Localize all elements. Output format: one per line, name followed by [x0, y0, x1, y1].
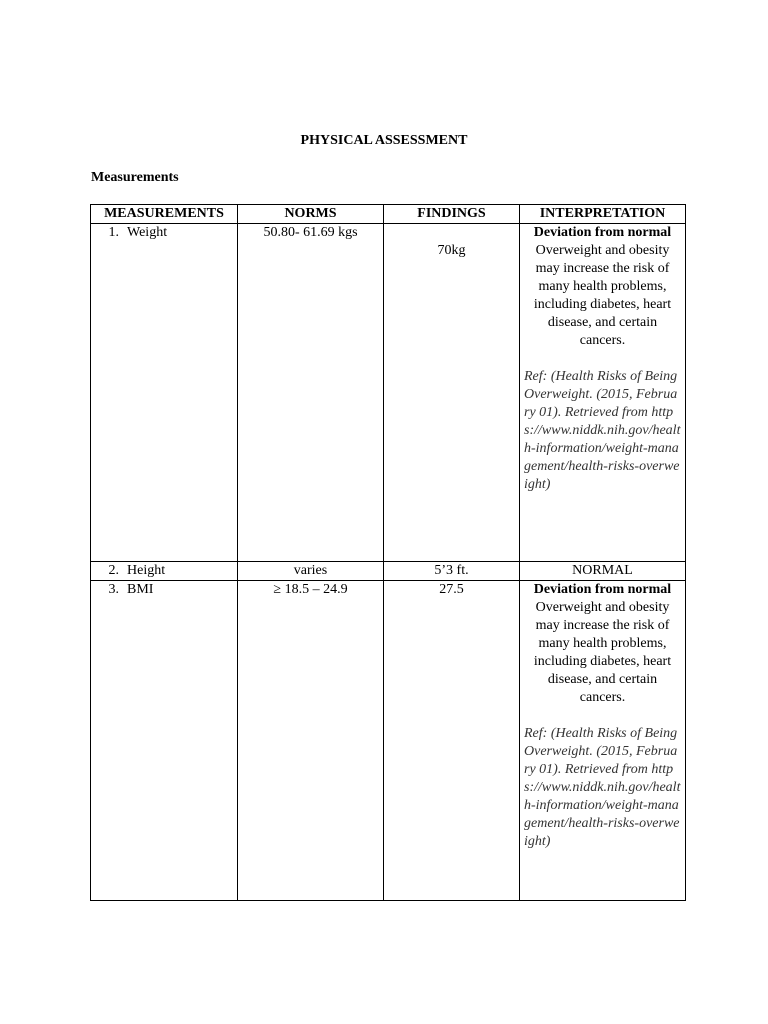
header-norms: NORMS — [238, 205, 384, 224]
interpretation-cell — [520, 224, 686, 562]
finding-cell: 27.5 — [384, 581, 520, 901]
interpretation-text: Overweight and obesity may increase the risk of many health problems, including diabetes, heart disease, and certain cancers. — [533, 600, 672, 705]
norm-cell: 50.80- 61.69 kgs — [238, 224, 384, 562]
row-number: 1. — [108, 225, 119, 240]
measurement-name: BMI — [127, 582, 154, 597]
norm-cell: ≥ 18.5 – 24.9 — [238, 581, 384, 901]
finding-cell: 5’3 ft. — [384, 562, 520, 581]
measurement-name: Weight — [127, 225, 168, 240]
assessment-table — [90, 204, 686, 901]
interpretation-title: Deviation from normal — [533, 225, 672, 240]
measurement-cell — [91, 562, 238, 581]
reference-text: Ref: (Health Risks of Being Overweight. (2015, February 01). Retrieved from https://www.niddk.nih.gov/health-information/weight-management/health-risks-overweight) — [524, 726, 681, 849]
finding-cell — [384, 224, 520, 562]
table-row-weight — [91, 224, 686, 562]
page-title: PHYSICAL ASSESSMENT — [300, 133, 468, 148]
section-heading: Measurements — [91, 170, 179, 185]
row-number: 2. — [108, 563, 119, 578]
table-header-row — [91, 205, 686, 224]
interpretation-cell: NORMAL — [520, 562, 686, 581]
row-number: 3. — [108, 582, 119, 597]
header-measurements: MEASUREMENTS — [91, 205, 238, 224]
table-row-height — [91, 562, 686, 581]
header-interpretation: INTERPRETATION — [520, 205, 686, 224]
table-row-bmi — [91, 581, 686, 901]
interpretation-cell — [520, 581, 686, 901]
interpretation-title: Deviation from normal — [533, 582, 672, 597]
measurement-cell — [91, 581, 238, 901]
measurement-cell — [91, 224, 238, 562]
reference-text: Ref: (Health Risks of Being Overweight. (2015, February 01). Retrieved from https://www.niddk.nih.gov/health-information/weight-management/health-risks-overweight) — [524, 369, 681, 492]
interpretation-text: Overweight and obesity may increase the risk of many health problems, including diabetes, heart disease, and certain cancers. — [533, 243, 672, 348]
norm-cell: varies — [238, 562, 384, 581]
header-findings: FINDINGS — [384, 205, 520, 224]
measurement-name: Height — [127, 563, 166, 578]
finding-value: 70kg — [437, 243, 466, 258]
